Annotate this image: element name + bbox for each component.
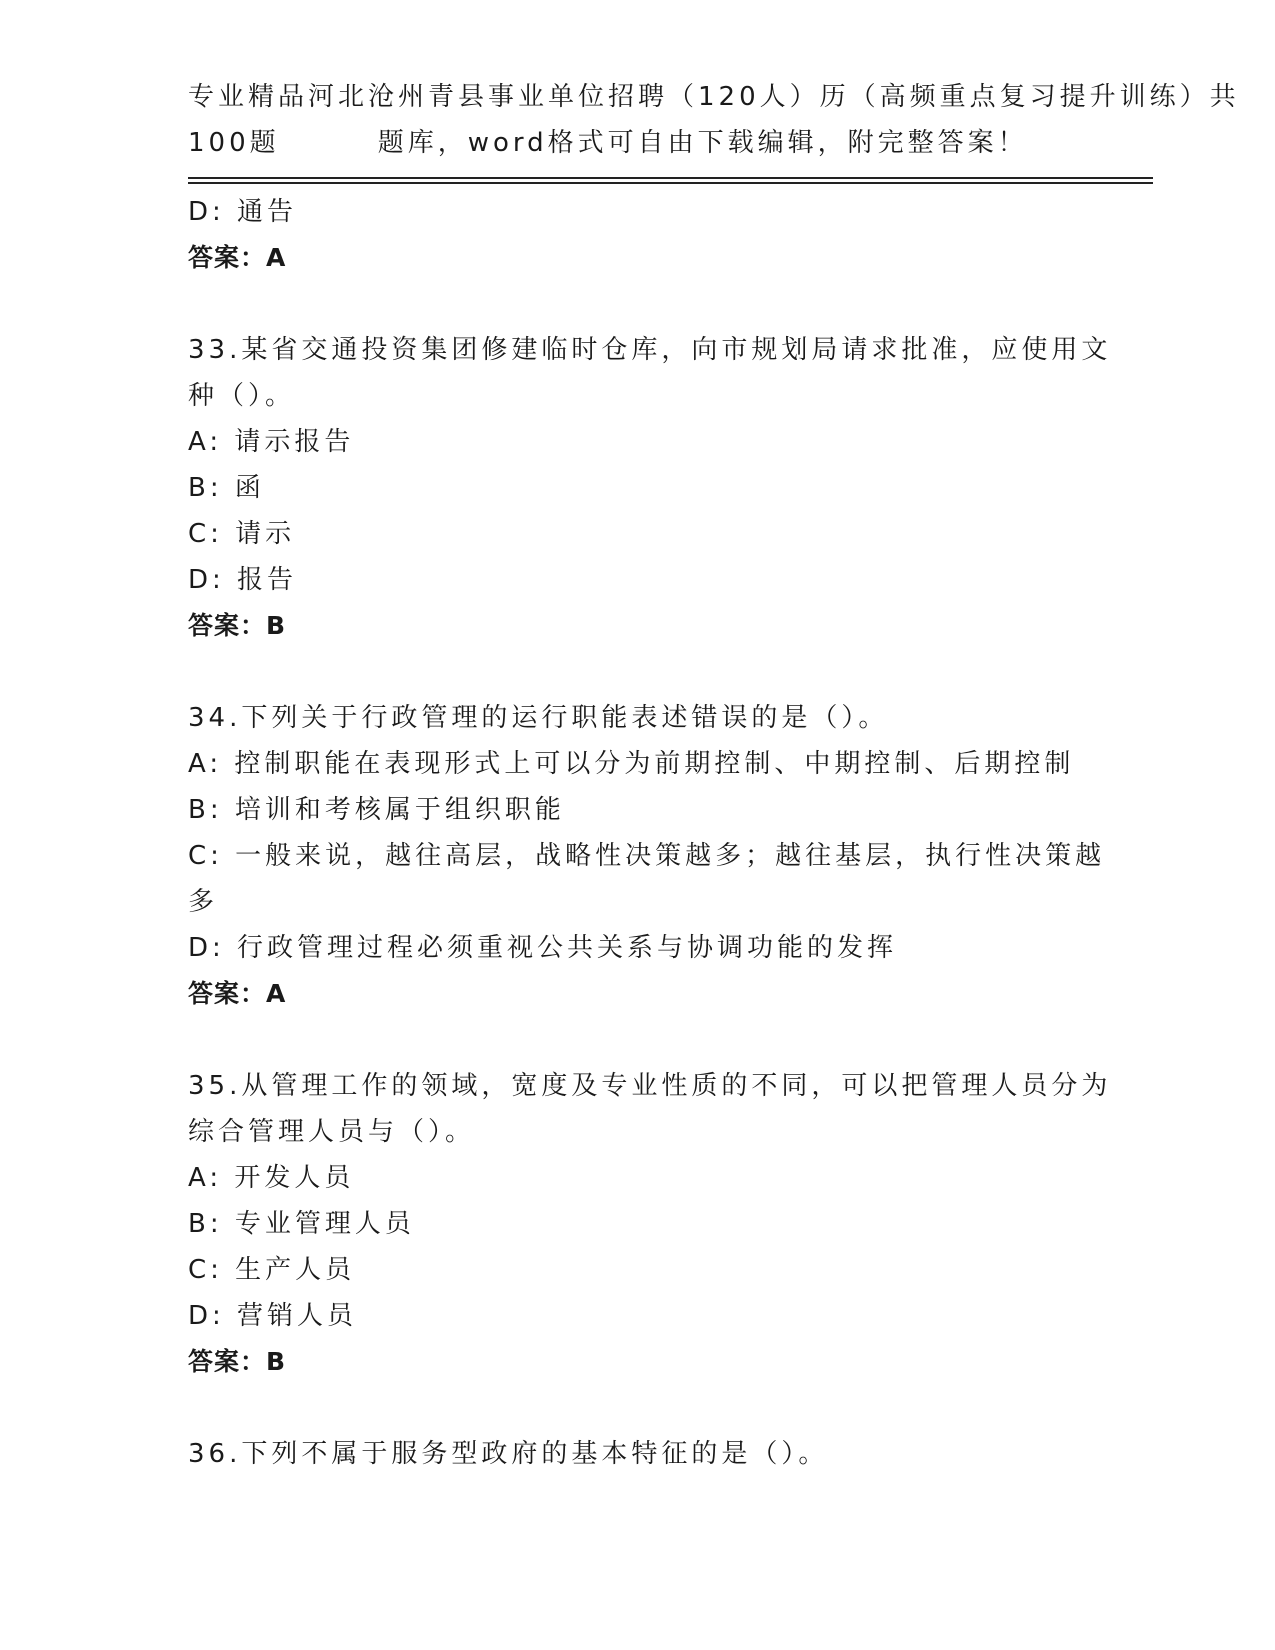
q35-answer: 答案：B xyxy=(188,1347,287,1376)
q33-answer: 答案：B xyxy=(188,611,287,640)
header-divider-top xyxy=(188,177,1153,179)
header-title-line-1: 专业精品河北沧州青县事业单位招聘（120人）历（高频重点复习提升训练）共 xyxy=(188,82,1240,112)
q33-stem-line-1: 33.某省交通投资集团修建临时仓库，向市规划局请求批准，应使用文 xyxy=(188,335,1112,365)
q33-option-d: D: 报告 xyxy=(188,565,298,595)
spacer xyxy=(188,1385,1088,1431)
header-title-line-2: 100题 题库，word格式可自由下载编辑，附完整答案！ xyxy=(188,128,1028,158)
prev-question-answer: 答案：A xyxy=(188,243,287,272)
q34-answer: 答案：A xyxy=(188,979,287,1008)
spacer xyxy=(188,281,1088,327)
header-divider-bottom xyxy=(188,182,1153,184)
document-header xyxy=(188,74,1240,166)
spacer xyxy=(188,1017,1088,1063)
q34-option-c-line-2: 多 xyxy=(188,887,219,917)
q34-option-b: B: 培训和考核属于组织职能 xyxy=(188,795,565,825)
q33-stem-line-2: 种（）。 xyxy=(188,381,296,411)
q33-option-c: C: 请示 xyxy=(188,519,296,549)
q33-option-a: A: 请示报告 xyxy=(188,427,355,457)
q35-option-a: A: 开发人员 xyxy=(188,1163,355,1193)
q33-option-b: B: 函 xyxy=(188,473,265,503)
q35-option-d: D: 营销人员 xyxy=(188,1301,358,1331)
q36-stem-line-1: 36.下列不属于服务型政府的基本特征的是（）。 xyxy=(188,1439,829,1469)
question-list xyxy=(188,189,1112,1477)
spacer xyxy=(188,649,1088,695)
q34-option-a: A: 控制职能在表现形式上可以分为前期控制、中期控制、后期控制 xyxy=(188,749,1075,779)
q34-stem-line-1: 34.下列关于行政管理的运行职能表述错误的是（）。 xyxy=(188,703,889,733)
q35-stem-line-2: 综合管理人员与（）。 xyxy=(188,1117,476,1147)
prev-question-option-d: D: 通告 xyxy=(188,197,298,227)
q35-option-b: B: 专业管理人员 xyxy=(188,1209,415,1239)
q35-option-c: C: 生产人员 xyxy=(188,1255,356,1285)
q35-stem-line-1: 35.从管理工作的领域，宽度及专业性质的不同，可以把管理人员分为 xyxy=(188,1071,1112,1101)
q34-option-c-line-1: C: 一般来说，越往高层，战略性决策越多；越往基层，执行性决策越 xyxy=(188,841,1106,871)
q34-option-d: D: 行政管理过程必须重视公共关系与协调功能的发挥 xyxy=(188,933,898,963)
